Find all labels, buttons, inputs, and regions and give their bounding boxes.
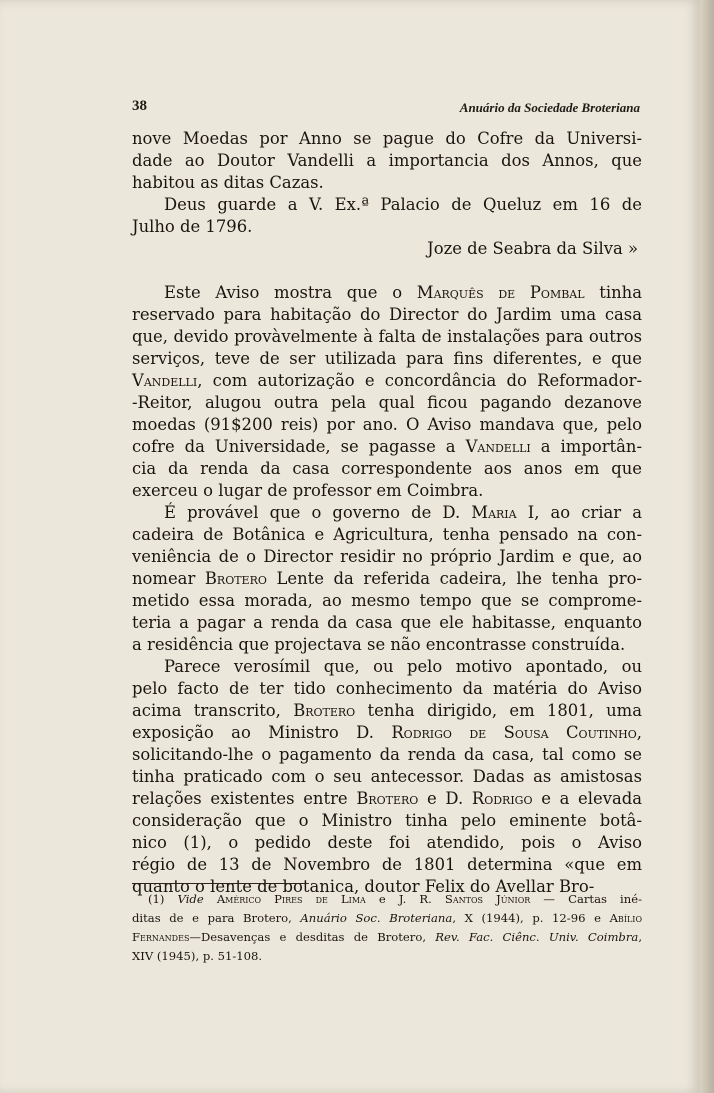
page-edge bbox=[700, 0, 714, 1093]
text-line: reservado para habitação do Director do Jardim uma casa bbox=[132, 305, 642, 324]
styled-text: Brotero bbox=[204, 569, 267, 588]
styled-text: Vide bbox=[177, 892, 204, 906]
text-line: pelo facto de ter tido conhecimento da matéria do Aviso bbox=[132, 679, 642, 698]
text-line: régio de 13 de Novembro de 1801 determina «que em bbox=[132, 855, 642, 874]
letter-text bbox=[132, 128, 642, 260]
page-number: 38 bbox=[132, 98, 147, 114]
body-text bbox=[132, 128, 642, 898]
text-line: acima transcrito, Brotero tenha dirigido, em 1801, uma bbox=[132, 701, 643, 720]
styled-text: Brotero bbox=[293, 701, 356, 720]
text-line: relações existentes entre Brotero e D. Rodrigo e a elevada bbox=[132, 789, 642, 808]
text-line: quanto o lente de botanica, doutor Felix do Avellar Bro- bbox=[132, 877, 595, 896]
text-line: É provável que o governo de D. Maria I, ao criar a bbox=[164, 503, 642, 522]
running-title: Anuário da Sociedade Broteriana bbox=[459, 100, 640, 115]
styled-text: Maria bbox=[471, 503, 517, 522]
styled-text: Vandelli bbox=[465, 437, 531, 456]
text-line: exerceu o lugar de professor em Coimbra. bbox=[132, 481, 484, 500]
text-line: Deus guarde a V. Ex.ª Palacio de Queluz em 16 de bbox=[164, 195, 642, 214]
text-line: metido essa morada, ao mesmo tempo que se comprome- bbox=[132, 591, 642, 610]
text-line: nico (1), o pedido deste foi atendido, pois o Aviso bbox=[132, 833, 642, 852]
text-line: Fernandes—Desavenças e desditas de Brotero, Rev. Fac. Ciênc. Univ. Coimbra, bbox=[132, 930, 642, 944]
footnote bbox=[132, 890, 642, 966]
styled-text: Rodrigo bbox=[471, 789, 533, 808]
text-line: (1) Vide Américo Pires de Lima e J. R. Santos Júnior — Cartas iné- bbox=[148, 892, 642, 906]
page-header bbox=[132, 98, 640, 118]
text-line: teria a pagar a renda da casa que ele habitasse, enquanto bbox=[132, 613, 642, 632]
styled-text: Brotero bbox=[356, 789, 419, 808]
styled-text: Rodrigo de Sousa Coutinho bbox=[391, 723, 637, 742]
text-line: Parece verosímil que, ou pelo motivo apontado, ou bbox=[164, 657, 642, 676]
text-line: solicitando-lhe o pagamento da renda da casa, tal como se bbox=[132, 745, 642, 764]
styled-text: Rev. Fac. Ciênc. Univ. Coimbra bbox=[435, 930, 639, 944]
styled-text: Américo Pires de Lima bbox=[216, 892, 366, 906]
text-line: Vandelli, com autorização e concordância do Reformador- bbox=[132, 371, 642, 390]
text-line: cia da renda da casa correspondente aos anos em que bbox=[132, 459, 642, 478]
text-line: habitou as ditas Cazas. bbox=[132, 173, 324, 192]
text-line: nomear Brotero Lente da referida cadeira, lhe tenha pro- bbox=[132, 569, 642, 588]
text-line: Julho de 1796. bbox=[132, 217, 253, 236]
paragraph-3 bbox=[132, 656, 642, 898]
text-line: cofre da Universidade, se pagasse a Vandelli a importân- bbox=[132, 437, 642, 456]
styled-text: Fernandes bbox=[132, 930, 190, 944]
text-line: consideração que o Ministro tinha pelo eminente botâ- bbox=[132, 811, 642, 830]
text-line: moedas (91$200 reis) por ano. O Aviso mandava que, pelo bbox=[132, 415, 642, 434]
text-line: ditas de e para Brotero, Anuário Soc. Broteriana, X (1944), p. 12-96 e Abílio bbox=[132, 911, 643, 925]
signature: Joze de Seabra da Silva » bbox=[427, 239, 638, 258]
text-line: nove Moedas por Anno se pague do Cofre da Universi- bbox=[132, 129, 642, 148]
styled-text: Marquês de Pombal bbox=[416, 283, 585, 302]
styled-text: Vandelli bbox=[132, 371, 198, 390]
text-line: XIV (1945), p. 51-108. bbox=[132, 949, 263, 963]
text-line: exposição ao Ministro D. Rodrigo de Sousa Coutinho, bbox=[132, 723, 642, 742]
styled-text: Abílio bbox=[609, 911, 643, 925]
text-line: tinha praticado com o seu antecessor. Dadas as amistosas bbox=[132, 767, 642, 786]
styled-text: Anuário Soc. Broteriana bbox=[300, 911, 453, 925]
paragraph-1 bbox=[132, 282, 642, 502]
text-line: a residência que projectava se não encontrasse construída. bbox=[132, 635, 626, 654]
text-line: dade ao Doutor Vandelli a importancia dos Annos, que bbox=[132, 151, 642, 170]
text-line: serviços, teve de ser utilizada para fins diferentes, e que bbox=[132, 349, 642, 368]
text-line: cadeira de Botânica e Agricultura, tenha pensado na con- bbox=[132, 525, 642, 544]
text-line: Este Aviso mostra que o Marquês de Pombal tinha bbox=[164, 283, 642, 302]
text-line: veniência de o Director residir no próprio Jardim e que, ao bbox=[132, 547, 642, 566]
text-line: que, devido provàvelmente à falta de instalações para outros bbox=[132, 327, 642, 346]
text-line: -Reitor, alugou outra pela qual ficou pagando dezanove bbox=[132, 393, 642, 412]
footnote-rule bbox=[132, 883, 304, 884]
styled-text: J. R. Santos Júnior bbox=[398, 892, 531, 906]
paragraph-2 bbox=[132, 502, 642, 656]
